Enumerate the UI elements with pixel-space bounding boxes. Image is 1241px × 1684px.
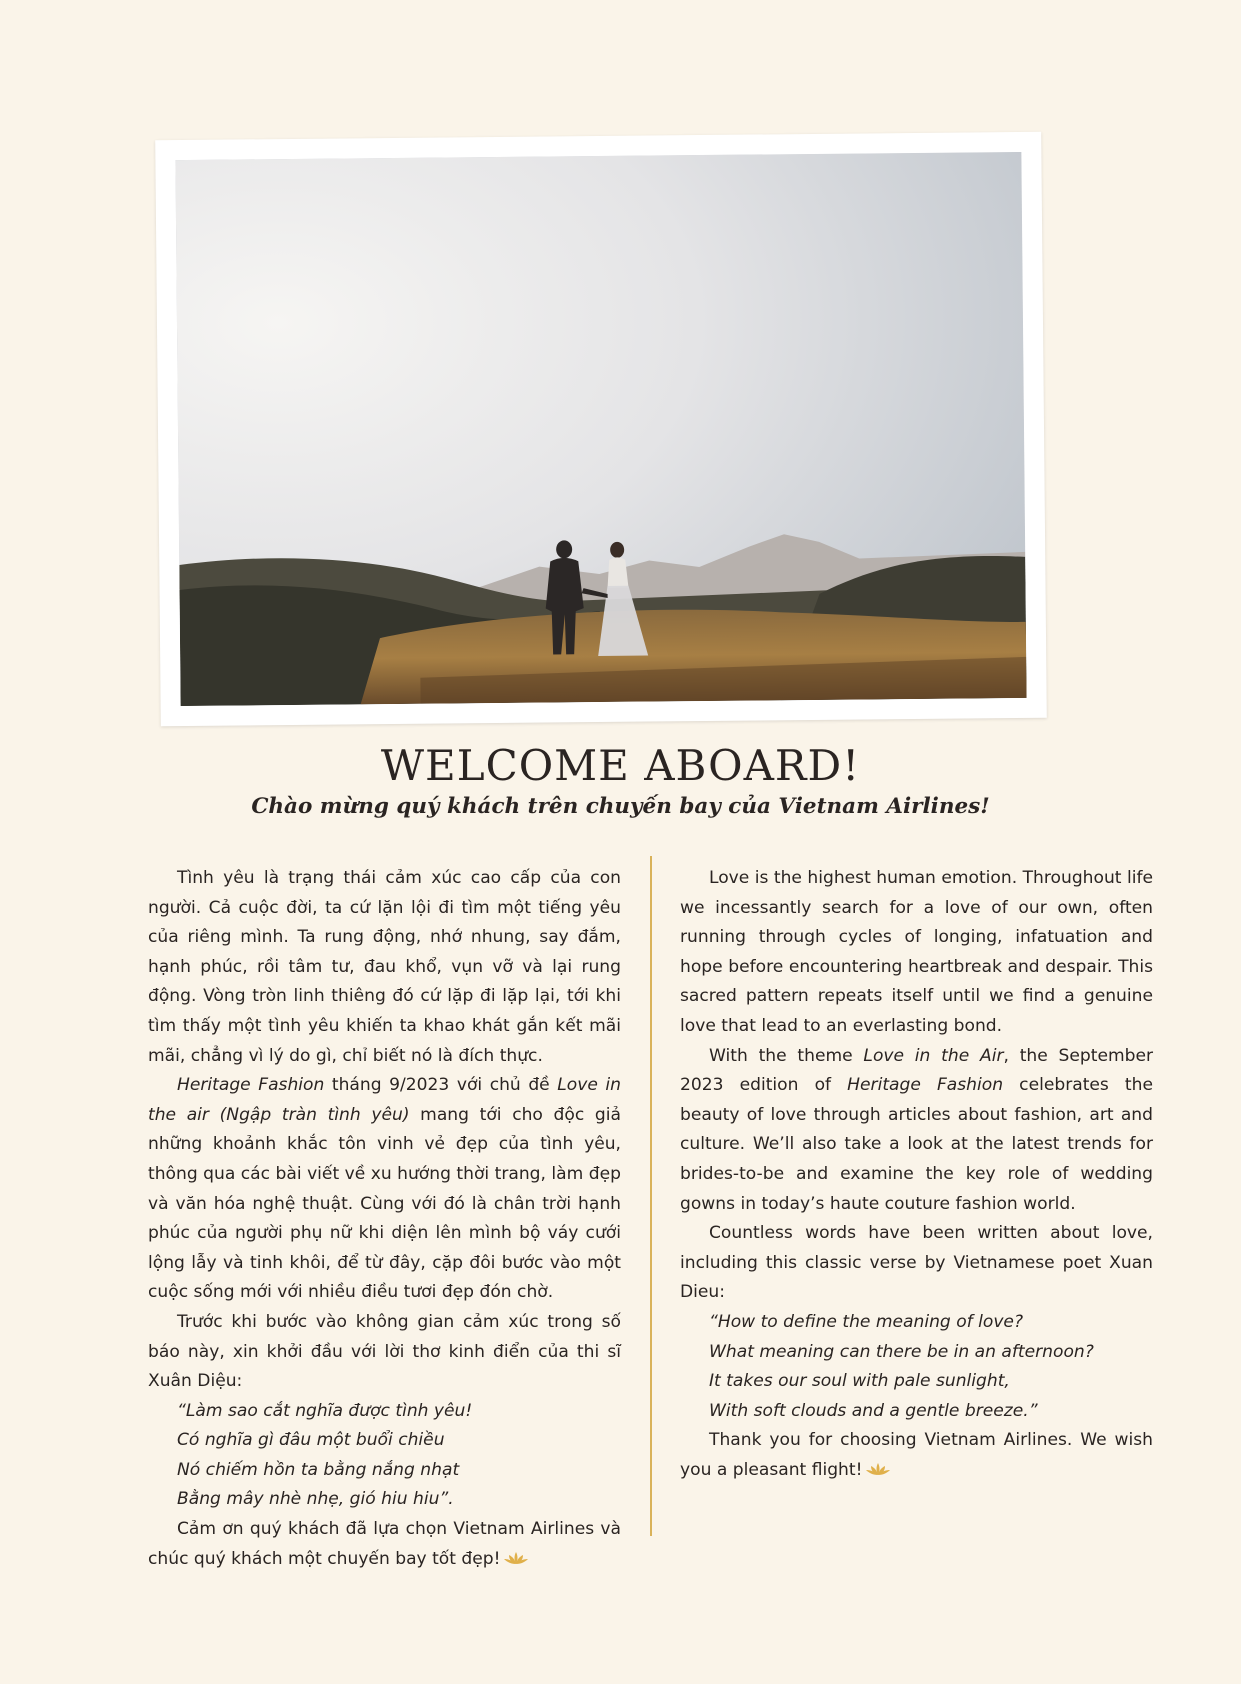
en-p2-emphasis-1: Love in the Air [863, 1045, 1004, 1066]
vn-paragraph-3: Trước khi bước vào không gian cảm xúc trong số báo này, xin khởi đầu với lời thơ kinh điển của thi sĩ Xuân Diệu: [148, 1311, 621, 1392]
vn-verse-line: Bằng mây nhè nhẹ, gió hiu hiu”. [177, 1489, 454, 1510]
vn-paragraph-2 [148, 1071, 621, 1308]
en-paragraph-4 [680, 1426, 1153, 1485]
en-verse-line: With soft clouds and a gentle breeze.” [709, 1400, 1038, 1421]
vn-verse-line: Có nghĩa gì đâu một buổi chiều [177, 1430, 445, 1451]
vietnamese-column [148, 864, 621, 1574]
vn-verse-line: Nó chiếm hồn ta bằng nắng nhạt [177, 1459, 460, 1480]
en-p2-emphasis-2: Heritage Fashion [847, 1075, 1004, 1096]
english-column [680, 864, 1153, 1485]
vn-verse-line: “Làm sao cắt nghĩa được tình yêu! [177, 1400, 473, 1421]
couple-landscape-image [175, 152, 1026, 706]
lotus-icon [866, 1462, 890, 1476]
page-title: WELCOME ABOARD! [380, 741, 861, 790]
en-paragraph-1: Love is the highest human emotion. Throughout life we incessantly search for a love of our own, often running through cycles of longing, infatuation and hope before encountering heartbreak and despair. This sacred pattern repeats itself until we find a genuine love that lead to an everlasting bond. [680, 868, 1153, 1036]
en-p2-text-c: celebrates the beauty of love through articles about fashion, art and culture. We’ll also take a look at the latest trends for brides-to-be and examine the key role of wedding gowns in today’s haute couture fashion world. [680, 1075, 1153, 1214]
vn-paragraph-4 [148, 1515, 621, 1574]
vn-p2-text-a: tháng 9/2023 với chủ đề [324, 1075, 558, 1096]
en-closing-text: Thank you for choosing Vietnam Airlines. We wish you a pleasant flight! [680, 1430, 1153, 1480]
vn-p2-emphasis-2: Love in the air (Ngập tràn tình yêu) [148, 1075, 621, 1125]
en-verse-line: It takes our soul with pale sunlight, [709, 1371, 1010, 1392]
page-subtitle: Chào mừng quý khách trên chuyến bay của Vietnam Airlines! [251, 794, 990, 819]
couple-photo [175, 152, 1026, 706]
en-p2-text-b: , the September 2023 edition of [680, 1045, 1154, 1096]
en-verse-line: “How to define the meaning of love? [709, 1311, 1024, 1332]
column-divider [650, 856, 652, 1536]
vn-p2-text-b: mang tới cho độc giả những khoảnh khắc tôn vinh vẻ đẹp của tình yêu, thông qua các bài viết về xu hướng thời trang, làm đẹp và văn hóa nghệ thuật. Cùng với đó là chân trời hạnh phúc của người phụ nữ khi diện lên mình bộ váy cưới lộng lẫy và tinh khôi, để từ đây, cặp đôi bước vào một cuộc sống mới với nhiều điều tươi đẹp đón chờ. [148, 1104, 621, 1303]
vn-p2-emphasis-1: Heritage Fashion [177, 1075, 325, 1096]
en-verse-line: What meaning can there be in an afternoon? [709, 1341, 1094, 1362]
en-p2-text-a: With the theme [709, 1045, 864, 1066]
photo-frame [155, 132, 1047, 726]
vn-closing-text: Cảm ơn quý khách đã lựa chọn Vietnam Airlines và chúc quý khách một chuyến bay tốt đẹp! [148, 1519, 621, 1569]
en-paragraph-2 [680, 1042, 1153, 1220]
vn-paragraph-1: Tình yêu là trạng thái cảm xúc cao cấp của con người. Cả cuộc đời, ta cứ lặn lội đi tìm một tiếng yêu của riêng mình. Ta rung động, nhớ nhung, say đắm, hạnh phúc, rồi tâm tư, đau khổ, vụn vỡ và lại rung động. Vòng tròn linh thiêng đó cứ lặp đi lặp lại, tới khi tìm thấy một tình yêu khiến ta khao khát gắn kết mãi mãi, chẳng vì lý do gì, chỉ biết nó là đích thực. [148, 868, 621, 1066]
en-paragraph-3: Countless words have been written about love, including this classic verse by Vietnamese poet Xuan Dieu: [680, 1223, 1153, 1303]
lotus-icon [504, 1551, 528, 1565]
